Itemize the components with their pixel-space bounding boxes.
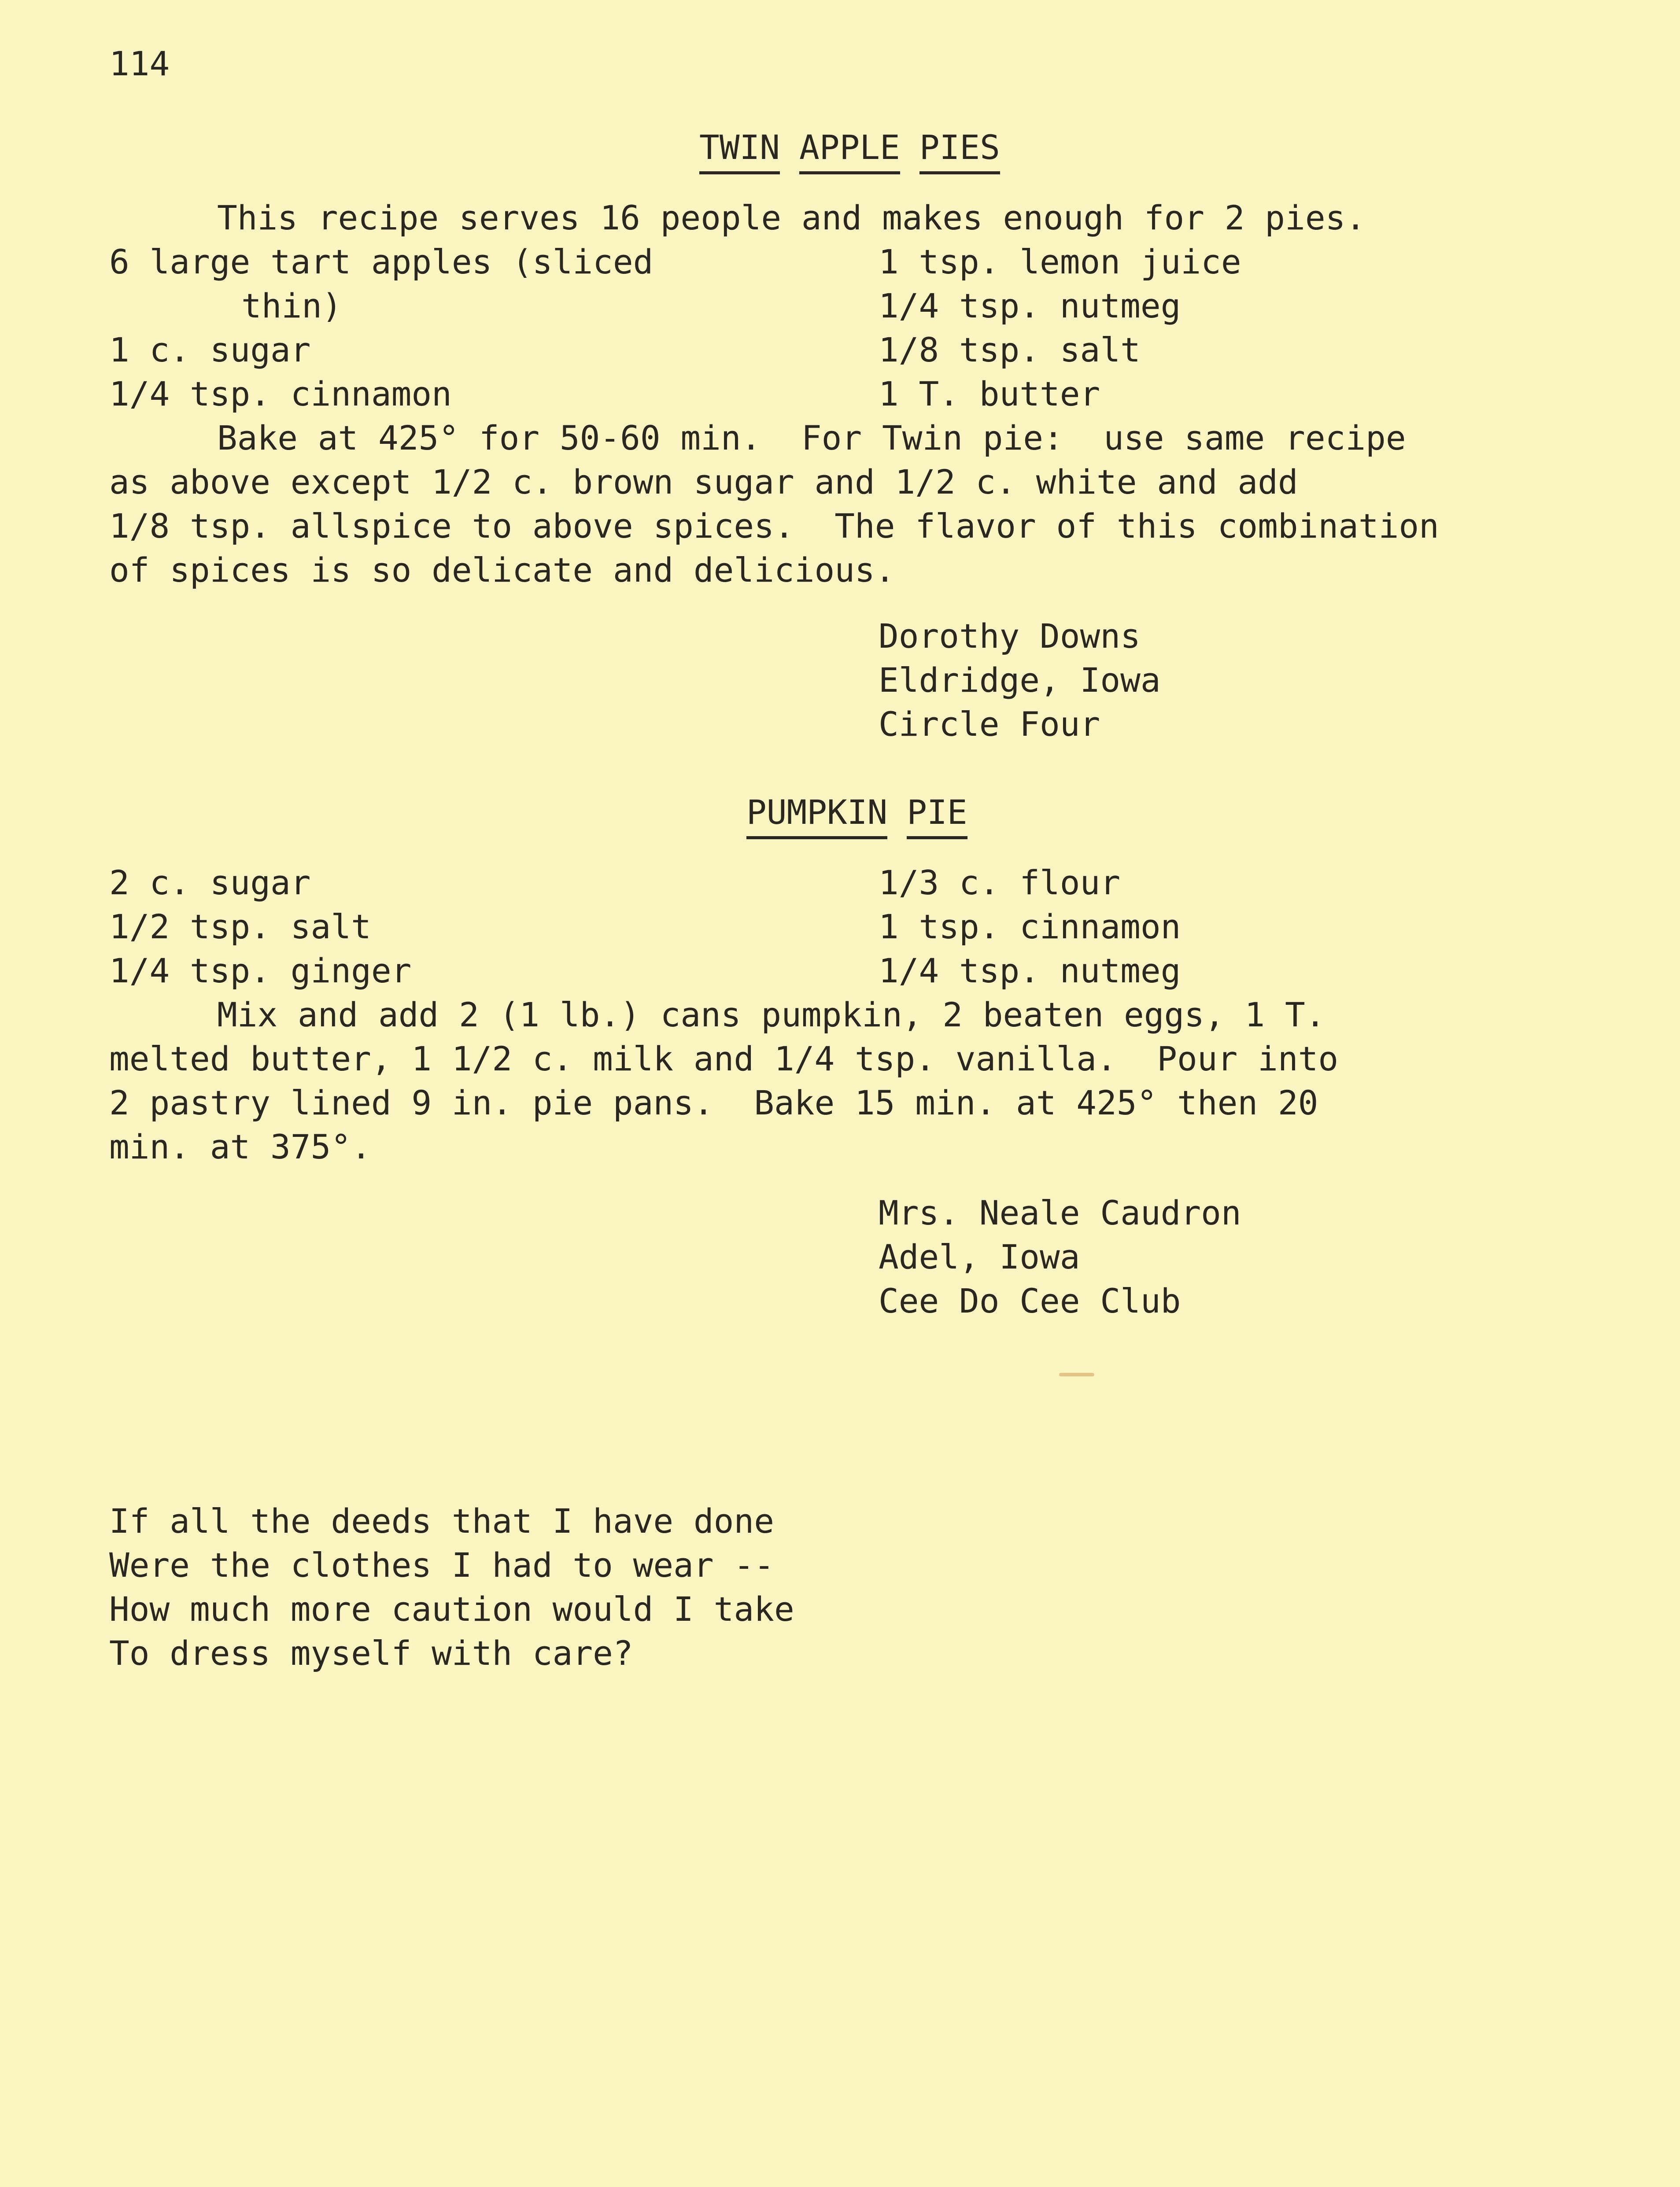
recipe2-title-word: PIE [907, 790, 967, 839]
recipe1-ingredient-right: 1 tsp. lemon juice [879, 242, 1241, 281]
poem-line: Were the clothes I had to wear -- [109, 1545, 774, 1585]
recipe1-ingredient-right: 1 T. butter [879, 374, 1100, 413]
poem-line: To dress myself with care? [109, 1634, 633, 1673]
recipe1-contributor-name: Dorothy Downs [879, 616, 1141, 656]
recipe2-title [746, 790, 967, 834]
recipe2-ingredient-right: 1/4 tsp. nutmeg [879, 951, 1181, 990]
recipe2-ingredient-right: 1 tsp. cinnamon [879, 907, 1181, 946]
recipe2-ingredient-left: 1/4 tsp. ginger [109, 951, 412, 990]
recipe1-ingredient-right: 1/8 tsp. salt [879, 330, 1141, 369]
recipe1-title-word: TWIN [699, 125, 780, 174]
recipe1-ingredient-left: thin) [241, 286, 342, 325]
recipe2-direction: melted butter, 1 1/2 c. milk and 1/4 tsp. vanilla. Pour into [109, 1039, 1339, 1078]
poem-line: If all the deeds that I have done [109, 1501, 774, 1541]
recipe2-direction: 2 pastry lined 9 in. pie pans. Bake 15 min. at 425° then 20 [109, 1083, 1318, 1122]
recipe1-direction: Bake at 425° for 50-60 min. For Twin pie: use same recipe [217, 418, 1406, 457]
recipe2-direction: Mix and add 2 (1 lb.) cans pumpkin, 2 beaten eggs, 1 T. [217, 995, 1326, 1034]
recipe1-ingredient-left: 6 large tart apples (sliced [109, 242, 654, 281]
recipe1-ingredient-left: 1 c. sugar [109, 330, 311, 369]
recipe1-direction: as above except 1/2 c. brown sugar and 1/2 c. white and add [109, 462, 1298, 502]
recipe2-contributor-town: Adel, Iowa [879, 1237, 1080, 1276]
recipe1-contributor-group: Circle Four [879, 704, 1100, 744]
stray-mark [1059, 1373, 1094, 1376]
recipe1-title [699, 125, 1000, 170]
recipe1-ingredient-right: 1/4 tsp. nutmeg [879, 286, 1181, 325]
page-number: 114 [109, 44, 170, 83]
recipe2-ingredient-left: 1/2 tsp. salt [109, 907, 371, 946]
recipe2-contributor-name: Mrs. Neale Caudron [879, 1193, 1241, 1232]
recipe1-direction: 1/8 tsp. allspice to above spices. The flavor of this combination [109, 506, 1439, 546]
recipe1-title-word: APPLE [799, 125, 900, 174]
recipe2-ingredient-left: 2 c. sugar [109, 863, 311, 902]
recipe1-direction: of spices is so delicate and delicious. [109, 550, 895, 590]
recipe1-intro: This recipe serves 16 people and makes enough for 2 pies. [217, 198, 1366, 237]
recipe2-ingredient-right: 1/3 c. flour [879, 863, 1121, 902]
recipe1-contributor-town: Eldridge, Iowa [879, 660, 1161, 700]
recipe2-contributor-group: Cee Do Cee Club [879, 1281, 1181, 1320]
recipe1-ingredient-left: 1/4 tsp. cinnamon [109, 374, 452, 413]
recipe2-direction: min. at 375°. [109, 1127, 371, 1166]
poem-line: How much more caution would I take [109, 1590, 794, 1629]
recipe2-title-word: PUMPKIN [746, 790, 887, 839]
recipe1-title-word: PIES [919, 125, 1000, 174]
